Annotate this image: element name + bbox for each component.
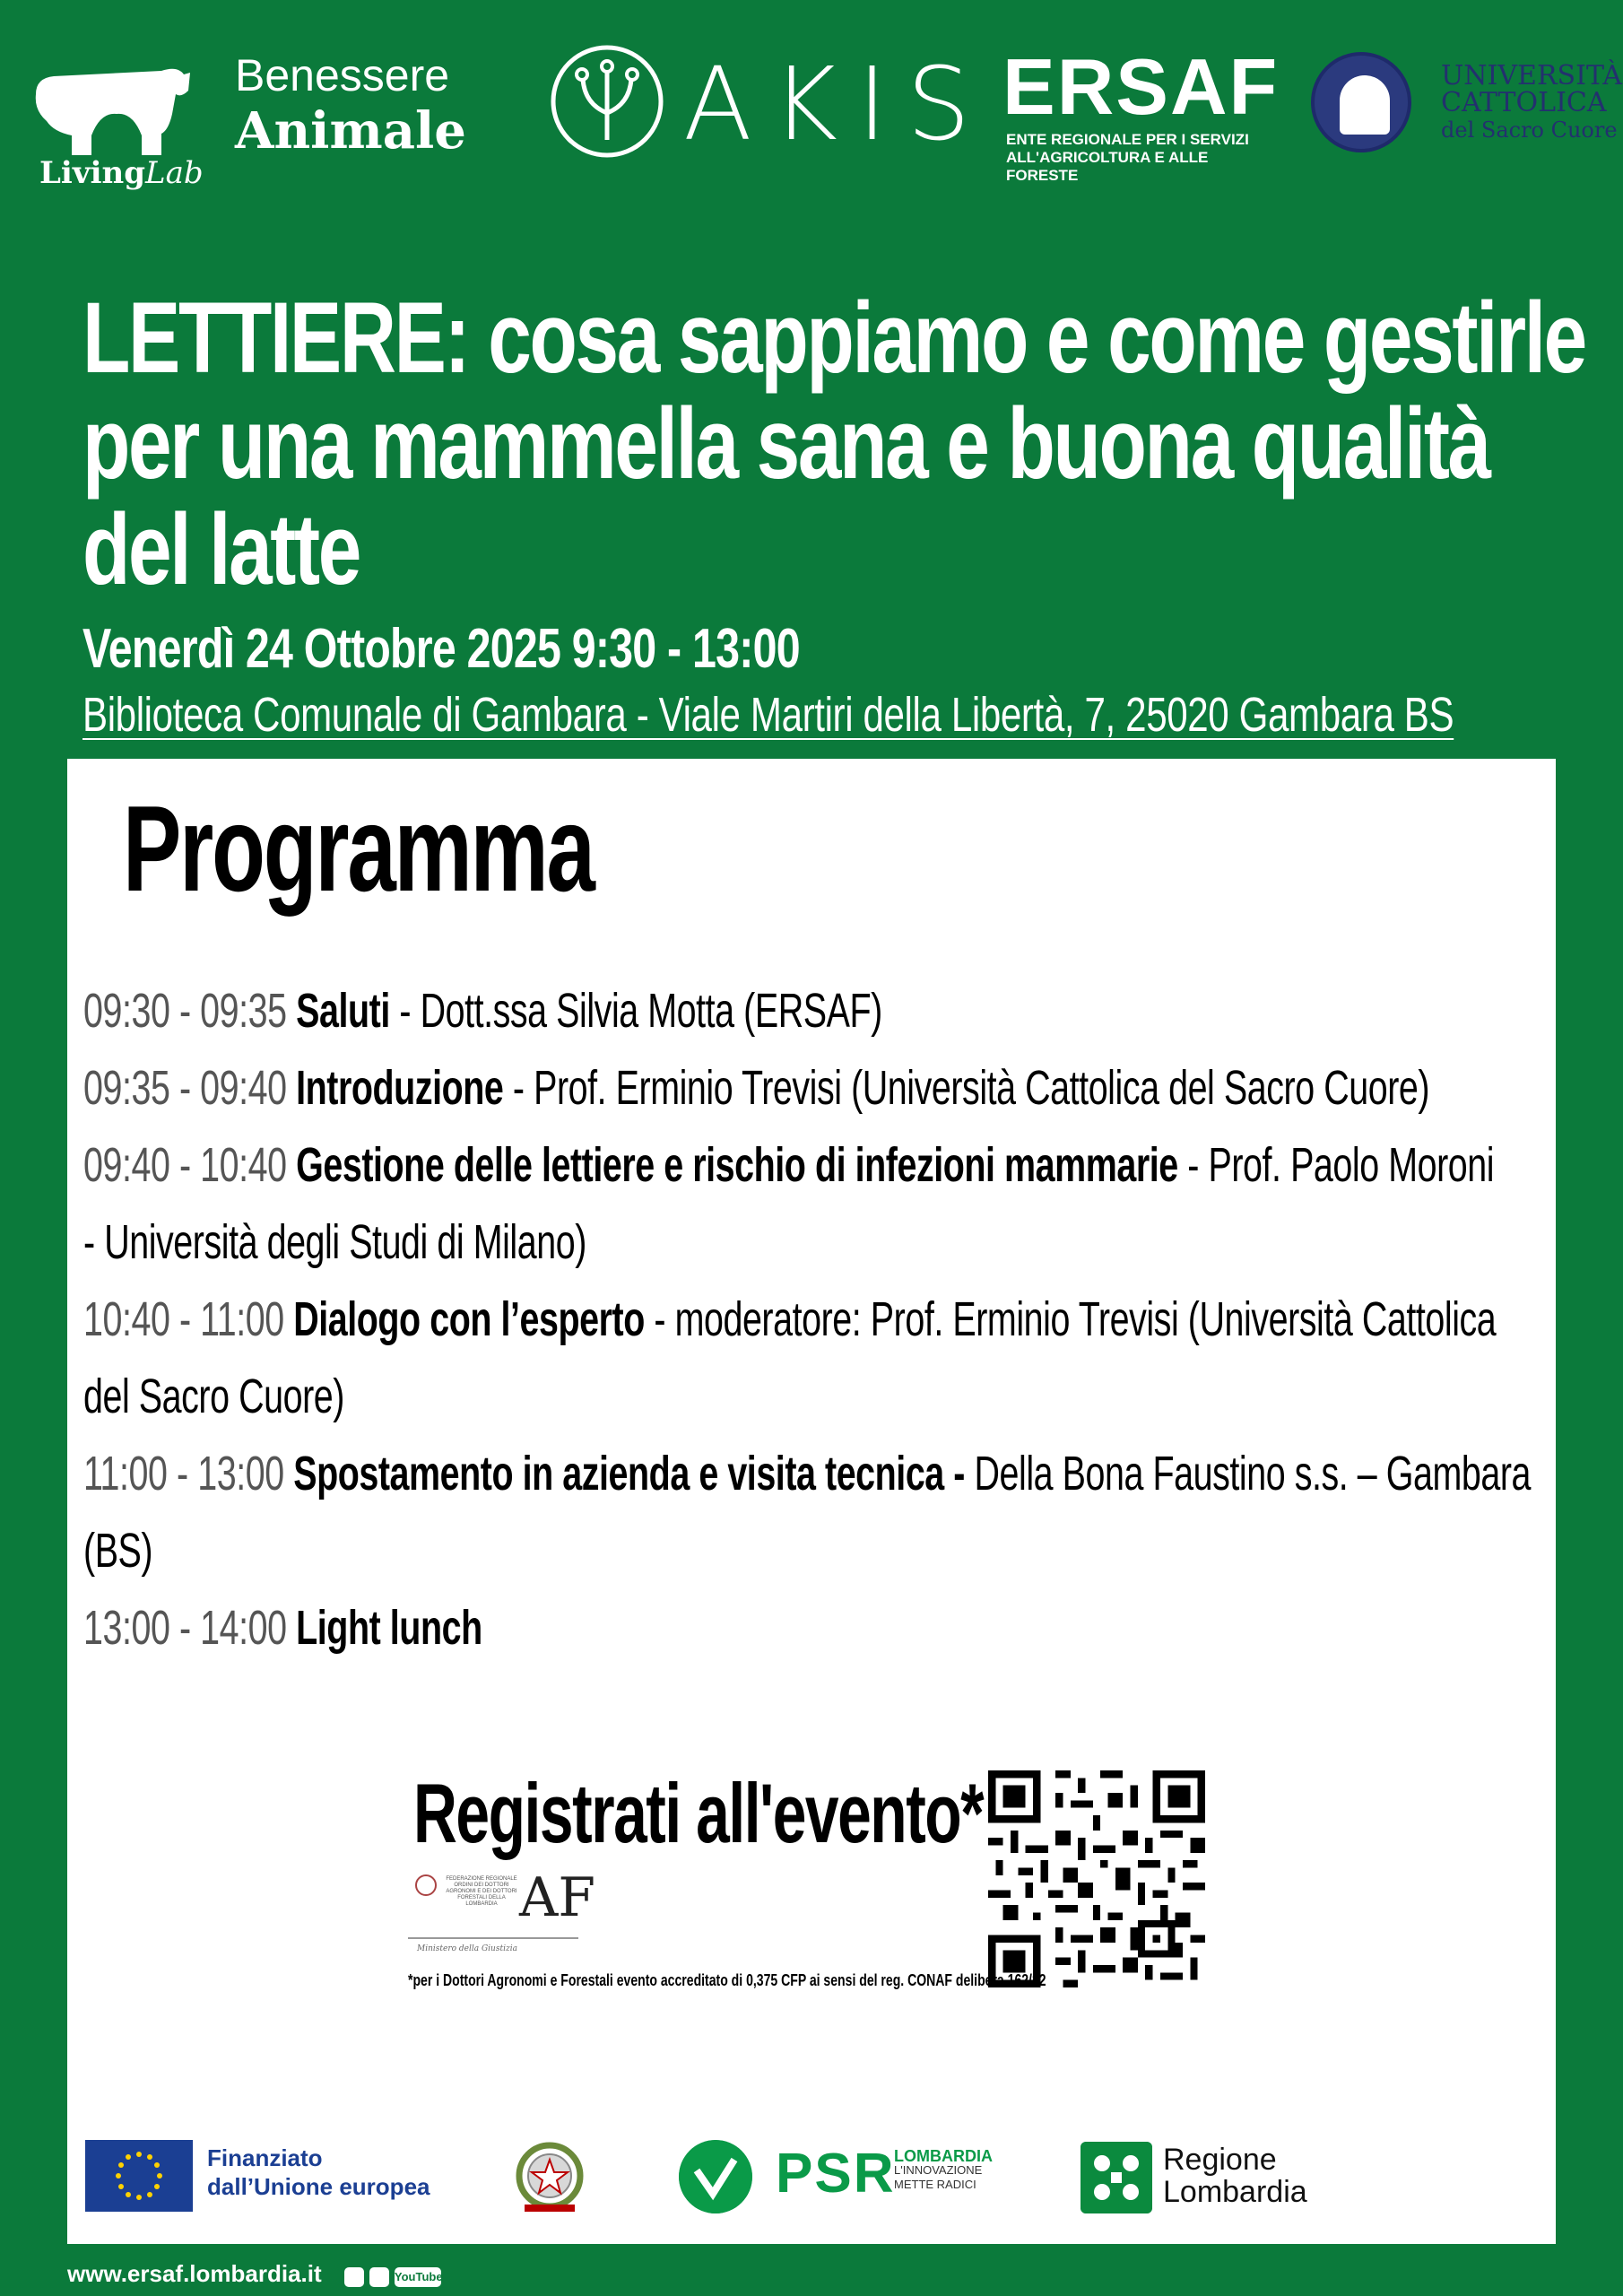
divider	[408, 1937, 578, 1939]
lab-text: Lab	[145, 155, 204, 191]
facebook-icon[interactable]	[344, 2267, 364, 2287]
psr-sub2: L'INNOVAZIONE	[894, 2163, 983, 2177]
register-heading: Registrati all'evento*	[413, 1766, 984, 1860]
item-title: Gestione delle lettiere e rischio di infezioni mammarie	[296, 1138, 1178, 1192]
benessere-text: Benessere	[235, 50, 450, 100]
title-line3: del latte	[82, 493, 360, 605]
af-monogram: AF	[519, 1866, 595, 1929]
social-icons	[344, 2262, 447, 2290]
schedule-item-continued: del Sacro Cuore)	[83, 1370, 344, 1423]
instagram-icon[interactable]	[369, 2267, 389, 2287]
animale-text: Animale	[235, 101, 466, 161]
ucsc-logo	[1311, 52, 1622, 169]
event-title	[82, 282, 1586, 605]
eu-logo	[85, 2140, 462, 2215]
psr-subtitle	[894, 2149, 993, 2192]
ersaf-text: ERSAF	[1002, 42, 1280, 131]
psr-sub1: LOMBARDIA	[894, 2147, 993, 2165]
website-link[interactable]: www.ersaf.lombardia.it	[67, 2260, 322, 2287]
ucsc-line2: CATTOLICA	[1441, 87, 1607, 118]
event-place-link[interactable]: Biblioteca Comunale di Gambara - Viale Martiri della Libertà, 7, 25020 Gambara BS	[82, 688, 1454, 742]
schedule-item-continued: - Università degli Studi di Milano)	[83, 1215, 586, 1269]
eu-flag-icon	[85, 2140, 193, 2212]
item-time: 13:00 - 14:00	[83, 1601, 287, 1655]
ersaf-subtitle	[1006, 131, 1266, 185]
schedule-item	[83, 972, 1563, 1049]
item-detail: Della Bona Faustino s.s. – Gambara	[965, 1447, 1532, 1500]
cfp-footnote: *per i Dottori Agronomi e Forestali evento accreditato di 0,375 CFP ai sensi del reg. CONAF delibera 162/22	[408, 1971, 1046, 1989]
ministry-text: Ministero della Giustizia	[417, 1944, 517, 1953]
program-title: Programma	[123, 780, 594, 917]
cow-icon	[27, 58, 193, 157]
title-line2: per una mammella sana e buona qualità	[82, 387, 1489, 500]
item-title: Dialogo con l’esperto	[293, 1292, 645, 1346]
benessere-animale-logo	[27, 49, 475, 193]
item-detail: - moderatore: Prof. Erminio Trevisi (Università Cattolica	[644, 1292, 1497, 1346]
psr-text: PSR	[776, 2143, 896, 2205]
living-text: Living	[39, 155, 145, 191]
psr-logo	[679, 2140, 1020, 2215]
conaf-text: FEDERAZIONE REGIONALE ORDINI DEI DOTTORI AGRONOMI E DEI DOTTORI FORESTALI DELLA LOMBARDIA	[446, 1876, 517, 1907]
item-title: Spostamento in azienda e visita tecnica -	[293, 1447, 966, 1500]
livinglab-text	[39, 155, 204, 191]
italian-republic-emblem-icon	[514, 2140, 586, 2217]
ersaf-sub-line1: ENTE REGIONALE PER I SERVIZI	[1006, 131, 1249, 148]
ucsc-seal-icon	[1311, 52, 1411, 152]
emblem-icon	[415, 1874, 437, 1896]
regione-lombardia-logo	[1081, 2140, 1367, 2215]
item-time: 11:00 - 13:00	[83, 1447, 284, 1500]
ersaf-sub-line2: ALL'AGRICOLTURA E ALLE FORESTE	[1006, 149, 1209, 184]
youtube-icon[interactable]: YouTube	[395, 2267, 441, 2287]
conaf-logo	[408, 1866, 595, 1961]
item-detail: - Dott.ssa Silvia Motta (ERSAF)	[389, 984, 882, 1038]
program-panel	[67, 759, 1556, 2244]
item-detail: - Prof. Erminio Trevisi (Università Cattolica del Sacro Cuore)	[503, 1061, 1430, 1115]
schedule-item	[83, 1589, 1563, 1666]
akis-logo	[549, 43, 991, 163]
akis-text: AKIS	[683, 47, 991, 163]
schedule-item	[83, 1281, 1563, 1358]
schedule-item	[83, 1126, 1563, 1204]
eu-line1: Finanziato	[207, 2144, 323, 2171]
qr-code-icon[interactable]	[988, 1770, 1205, 1987]
eu-line2: dall’Unione europea	[207, 2173, 430, 2200]
item-time: 09:30 - 09:35	[83, 984, 287, 1038]
site-footer	[67, 2260, 447, 2290]
item-title: Light lunch	[296, 1601, 482, 1655]
item-time: 10:40 - 11:00	[83, 1292, 284, 1346]
ucsc-text	[1441, 60, 1622, 144]
item-time: 09:35 - 09:40	[83, 1061, 287, 1115]
schedule-list	[83, 972, 1563, 1666]
psr-check-icon	[679, 2140, 752, 2213]
psr-sub3: METTE RADICI	[894, 2178, 976, 2191]
schedule-item	[83, 1435, 1563, 1512]
header-logos	[0, 0, 1623, 206]
event-date: Venerdì 24 Ottobre 2025 9:30 - 13:00	[82, 618, 800, 680]
item-title: Saluti	[296, 984, 390, 1038]
sponsor-logos	[67, 2140, 1556, 2230]
regione-lombardia-text	[1163, 2144, 1307, 2208]
regione-lombardia-icon	[1081, 2142, 1152, 2213]
ersaf-logo	[1002, 41, 1280, 184]
ucsc-line3: del Sacro Cuore	[1441, 117, 1618, 143]
eu-text	[207, 2144, 430, 2201]
item-time: 09:40 - 10:40	[83, 1138, 287, 1192]
item-title: Introduzione	[296, 1061, 504, 1115]
rl-line1: Regione	[1163, 2143, 1277, 2177]
ucsc-line1: UNIVERSITÀ	[1441, 60, 1622, 91]
rl-line2: Lombardia	[1163, 2175, 1307, 2209]
schedule-item	[83, 1049, 1563, 1126]
title-line1: LETTIERE: cosa sappiamo e come gestirle	[82, 282, 1585, 394]
tree-icon	[549, 43, 665, 160]
schedule-item-continued: (BS)	[83, 1524, 153, 1578]
item-detail: - Prof. Paolo Moroni	[1177, 1138, 1495, 1192]
